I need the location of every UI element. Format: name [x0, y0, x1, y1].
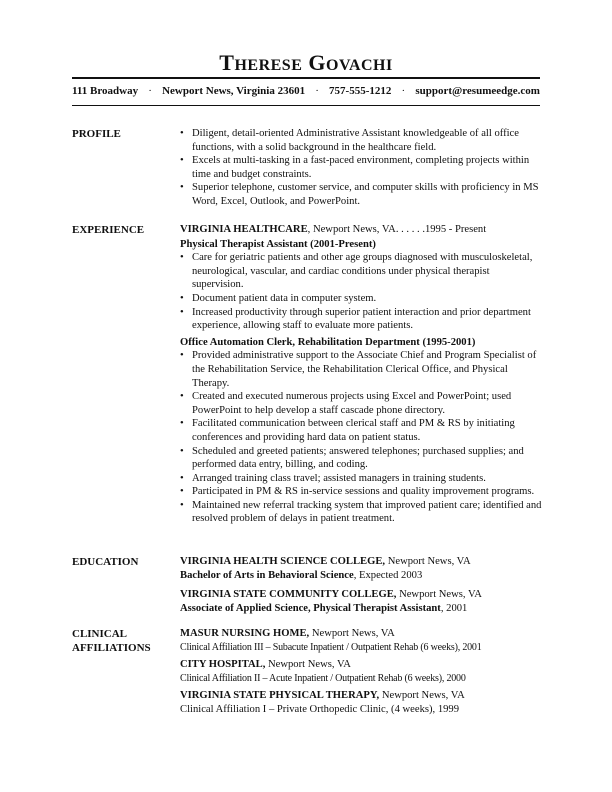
- employer-name: VIRGINIA HEALTHCARE: [180, 224, 308, 235]
- degree-date: , 2001: [440, 602, 468, 614]
- employer-location: , Newport News, VA. . . . . .1995 - Present: [307, 224, 487, 235]
- site-line: [180, 658, 542, 672]
- phone: 757-555-1212: [329, 85, 392, 97]
- site-detail: Clinical Affiliation III – Subacute Inpatient / Outpatient Rehab (6 weeks), 2001: [180, 641, 482, 653]
- name-last-rest: OVACHI: [326, 57, 393, 74]
- degree-name: Bachelor of Arts in Behavioral Science: [180, 569, 354, 581]
- contact-line: [72, 85, 540, 97]
- profile-bullet: • Superior telephone, customer service, and computer skills with proficiency in MS Word, Excel, Outlook, and PowerPoint.: [180, 181, 542, 208]
- job-bullet: • Provided administrative support to the Associate Chief and Program Specialist of the Rehabilitation Service, the Rehabilitation Clerical Office, and Physical Therapy.: [180, 349, 542, 390]
- site-line: [180, 689, 542, 703]
- school-line: [180, 555, 542, 569]
- site-location: Newport News, VA: [309, 628, 395, 639]
- email[interactable]: support@resumeedge.com: [415, 85, 540, 97]
- degree-line: [180, 602, 542, 616]
- job-bullets: [180, 251, 542, 333]
- school-name: VIRGINIA STATE COMMUNITY COLLEGE,: [180, 589, 397, 601]
- school-location: Newport News, VA: [396, 589, 482, 601]
- separator: ·: [148, 85, 152, 97]
- site-detail: Clinical Affiliation I – Private Orthopedic Clinic, (4 weeks), 1999: [180, 703, 460, 715]
- section-label-experience: EXPERIENCE: [72, 224, 145, 236]
- candidate-name: [0, 50, 612, 76]
- job-bullet: • Increased productivity through superior patient interaction and prior department experience, allowing staff to evaluate more patients.: [180, 306, 542, 333]
- site-name: VIRGINIA STATE PHYSICAL THERAPY,: [180, 690, 380, 702]
- separator: ·: [401, 85, 406, 97]
- section-label-education: EDUCATION: [72, 556, 139, 568]
- profile-list: [180, 127, 542, 209]
- job-title: Office Automation Clerk, Rehabilitation Department (1995-2001): [180, 336, 476, 348]
- city: Newport News, Virginia 23601: [162, 85, 306, 97]
- degree-date: , Expected 2003: [353, 569, 423, 581]
- site-name: CITY HOSPITAL,: [180, 659, 266, 671]
- school-line: [180, 588, 542, 602]
- job-bullet: • Care for geriatric patients and other age groups diagnosed with musculoskeletal, neurological, vascular, and cardiac conditions under physical therapist supervision.: [180, 251, 542, 292]
- job-bullet: • Facilitated communication between clerical staff and PM & RS by initiating conferences and providing hard data on patient status.: [180, 417, 542, 444]
- name-last-initial: G: [308, 50, 326, 75]
- clinical-label-line2: AFFILIATIONS: [72, 642, 151, 654]
- site-name: MASUR NURSING HOME,: [180, 628, 310, 639]
- section-label-profile: PROFILE: [72, 128, 121, 140]
- school-location: Newport News, VA: [385, 556, 471, 567]
- profile-section: [180, 127, 542, 209]
- job-title: Physical Therapist Assistant (2001-Present): [180, 238, 376, 250]
- separator: ·: [315, 85, 319, 97]
- job-bullet: • Arranged training class travel; assisted managers in training students.: [180, 472, 542, 486]
- name-first-rest: HERESE: [234, 57, 303, 74]
- profile-bullet: • Diligent, detail-oriented Administrative Assistant knowledgeable of all office functions, with a solid background in the healthcare field.: [180, 127, 542, 154]
- degree-name: Associate of Applied Science, Physical Therapist Assistant: [180, 602, 441, 614]
- degree-line: [180, 569, 542, 583]
- section-label-clinical: [72, 627, 151, 655]
- header-rule-bottom: [72, 105, 540, 106]
- site-detail: Clinical Affiliation II – Acute Inpatient / Outpatient Rehab (6 weeks), 2000: [180, 672, 466, 684]
- job-bullet: • Document patient data in computer system.: [180, 292, 542, 306]
- address: 111 Broadway: [72, 85, 139, 97]
- header-rule-top: [72, 77, 540, 79]
- employer-line: [180, 223, 542, 237]
- profile-bullet: • Excels at multi-tasking in a fast-paced environment, completing projects within time and budget constraints.: [180, 154, 542, 181]
- experience-section: [180, 223, 542, 526]
- name-first-initial: T: [219, 50, 235, 75]
- job-bullet: • Participated in PM & RS in-service sessions and quality improvement programs.: [180, 485, 542, 499]
- job-bullet: • Scheduled and greeted patients; answered telephones; purchased supplies; and performed data entry, billing, and coding.: [180, 445, 542, 472]
- job-bullets: [180, 349, 542, 526]
- school-name: VIRGINIA HEALTH SCIENCE COLLEGE,: [180, 556, 386, 567]
- site-location: Newport News, VA: [379, 690, 465, 702]
- site-line: [180, 627, 542, 641]
- site-location: Newport News, VA: [265, 659, 351, 671]
- job-bullet: • Created and executed numerous projects using Excel and PowerPoint; used PowerPoint to help develop a staff cascade phone directory.: [180, 390, 542, 417]
- education-section: [180, 555, 542, 615]
- clinical-label-line1: CLINICAL: [72, 628, 128, 640]
- job-bullet: • Maintained new referral tracking system that improved patient care; identified and resolved problem of delays in patient treatment.: [180, 499, 542, 526]
- clinical-section: [180, 627, 542, 717]
